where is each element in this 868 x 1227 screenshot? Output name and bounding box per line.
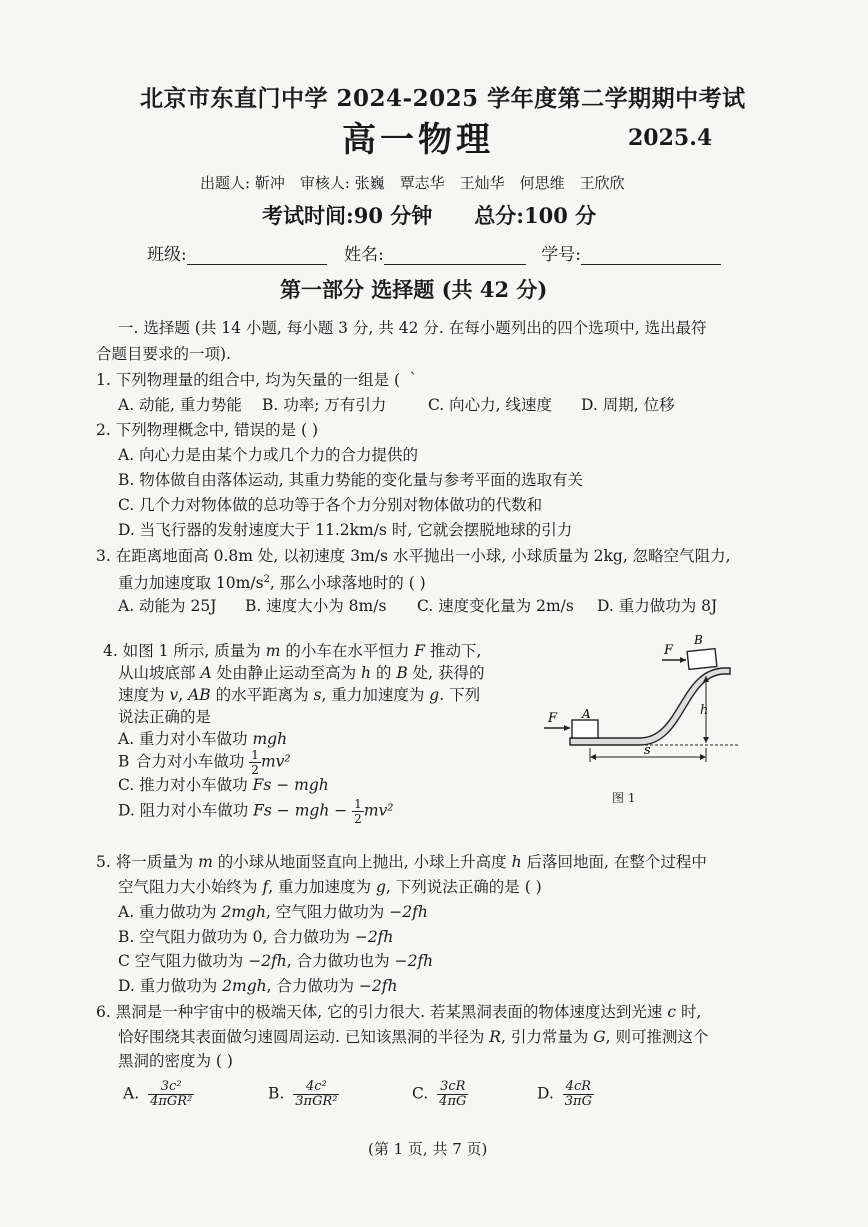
- q4-b-frac: [249, 748, 261, 777]
- q6-var-R: R: [489, 1028, 501, 1046]
- q5-var-g: g: [375, 878, 386, 896]
- figure-1-caption: 图 1: [612, 791, 636, 805]
- q5-a-expr: −2fh: [389, 903, 428, 921]
- q4-a-text: A. 重力对小车做功: [118, 730, 253, 748]
- section-title: 第一部分 选择题 (共 42 分): [280, 277, 548, 302]
- q4-text: 从山坡底部: [118, 664, 201, 682]
- q6-option-a: [123, 1080, 194, 1109]
- frac-den: 2: [354, 812, 362, 826]
- q5-d-expr: 2mgh: [222, 977, 267, 995]
- q4-d-tail: mv²: [363, 801, 394, 820]
- q5-line-1: [96, 852, 707, 872]
- q1-option-c: C. 向心力, 线速度: [428, 396, 553, 414]
- q3-option-b: B. 速度大小为 8m/s: [245, 597, 387, 615]
- name-label: 姓名:: [344, 245, 384, 265]
- q6-d-label: D.: [537, 1084, 554, 1103]
- q5-text: 的小球从地面竖直向上抛出, 小球上升高度: [212, 853, 512, 871]
- q6-line-2: [118, 1027, 709, 1047]
- q5-a-text: , 空气阻力做功为: [265, 903, 390, 921]
- staff-line: 出题人: 靳冲 审核人: 张巍 覃志华 王灿华 何思维 王欣欣: [200, 174, 625, 192]
- q5-var-f: f: [262, 878, 269, 896]
- q4-a-expr: mgh: [252, 730, 288, 748]
- q4-line-1: [103, 641, 481, 661]
- q6-text: , 引力常量为: [500, 1028, 594, 1046]
- q5-option-a: [118, 902, 428, 922]
- q6-option-c: [412, 1080, 468, 1109]
- q4-option-d: [118, 797, 393, 826]
- q5-text: 5. 将一质量为: [96, 853, 199, 871]
- q5-b-expr: −2fh: [354, 928, 394, 946]
- subject-title: 高一物理: [342, 120, 494, 160]
- q2-option-d: D. 当飞行器的发射速度大于 11.2km/s 时, 它就会摆脱地球的引力: [118, 521, 573, 539]
- page-footer: (第 1 页, 共 7 页): [368, 1140, 488, 1158]
- height-arrowhead-bottom: [703, 737, 709, 743]
- q4-option-b: [118, 748, 291, 777]
- q3-line-2-pre: 重力加速度取 10m/s: [118, 574, 264, 593]
- label-F-at-A: F: [548, 711, 558, 726]
- q5-text: 空气阻力大小始终为: [118, 878, 263, 896]
- q4-var-s: s: [313, 686, 322, 704]
- force-arrowhead-B: [680, 657, 686, 663]
- q3-line-2-sup: 2: [263, 574, 270, 585]
- q4-var-v: v: [169, 686, 179, 704]
- id-label: 学号:: [541, 245, 582, 265]
- q1-option-d: D. 周期, 位移: [581, 396, 675, 414]
- name-field[interactable]: [384, 246, 526, 265]
- label-A: A: [582, 707, 591, 721]
- q4-text: 处由静止运动至高为: [211, 664, 361, 682]
- q6-b-frac: [293, 1080, 339, 1109]
- q4-d-frac: [352, 797, 364, 826]
- q4-line-2: [118, 663, 485, 683]
- q6-b-label: B.: [268, 1084, 285, 1103]
- q2-option-a: A. 向心力是由某个力或几个力的合力提供的: [118, 446, 419, 464]
- q5-a-text: A. 重力做功为: [118, 903, 222, 921]
- frac-num: 1: [354, 797, 362, 811]
- class-field[interactable]: [187, 246, 327, 265]
- frac-den: 3πGR²: [295, 1094, 338, 1109]
- q4-var-h: h: [361, 664, 371, 682]
- instruction-line-2: 合题目要求的一项).: [96, 345, 231, 363]
- q4-text: 推动下,: [425, 642, 482, 660]
- q3-option-c: C. 速度变化量为 2m/s: [417, 597, 574, 615]
- q6-a-frac: [148, 1080, 194, 1109]
- figure-1-diagram: [530, 630, 760, 800]
- q3-line-2: [118, 570, 426, 593]
- q5-line-2: [118, 877, 542, 897]
- q4-option-c: [118, 775, 329, 795]
- frac-num: 1: [251, 748, 259, 762]
- q5-option-b: [118, 927, 393, 947]
- q5-a-expr: 2mgh: [221, 903, 266, 921]
- q6-text: 时,: [676, 1003, 702, 1021]
- q4-b-text: B 合力对小车做功: [118, 752, 250, 771]
- q4-line-3: [118, 685, 480, 705]
- q6-text: , 则可推测这个: [605, 1028, 709, 1046]
- q4-var-m: m: [265, 642, 281, 660]
- block-B: [687, 649, 717, 670]
- q6-line-1: [96, 1002, 701, 1022]
- q4-text: 处, 获得的: [407, 664, 485, 682]
- class-label: 班级:: [147, 245, 187, 265]
- frac-num: 3cR: [437, 1080, 468, 1095]
- q3-line-1: 3. 在距离地面高 0.8m 处, 以初速度 3m/s 水平抛出一小球, 小球质量为 2kg, 忽略空气阻力,: [96, 547, 731, 565]
- q6-var-c: c: [667, 1003, 677, 1021]
- q5-d-text: D. 重力做功为: [118, 977, 223, 995]
- q6-a-label: A.: [123, 1084, 140, 1103]
- q2-option-b: B. 物体做自由落体运动, 其重力势能的变化量与参考平面的选取有关: [118, 471, 584, 489]
- exam-date: 2025.4: [628, 125, 713, 151]
- q5-c-text: C 空气阻力做功为: [118, 952, 249, 970]
- exam-title: 北京市东直门中学 2024-2025 学年度第二学期期中考试: [140, 85, 746, 112]
- q4-c-expr: Fs − mgh: [252, 776, 329, 794]
- q4-text: 4. 如图 1 所示, 质量为: [103, 642, 266, 660]
- frac-num: 4cR: [563, 1080, 594, 1095]
- time-score-line: 考试时间:90 分钟 总分:100 分: [262, 203, 597, 228]
- q3-option-a: A. 动能为 25J: [118, 597, 217, 615]
- label-B: B: [694, 633, 703, 647]
- q5-text: 后落回地面, 在整个过程中: [521, 853, 707, 871]
- frac-num: 4c²: [293, 1080, 339, 1095]
- q5-text: , 下列说法正确的是 ( ): [385, 878, 542, 896]
- q4-var-A: A: [200, 664, 212, 682]
- q4-text: 速度为: [118, 686, 170, 704]
- label-F-at-B: F: [664, 643, 674, 658]
- q4-text: ,: [178, 686, 189, 704]
- q4-text: , 重力加速度为: [321, 686, 430, 704]
- q6-option-b: [268, 1080, 339, 1109]
- q6-text: 6. 黑洞是一种宇宙中的极端天体, 它的引力很大. 若某黑洞表面的物体速度达到光速: [96, 1003, 668, 1021]
- q2-option-c: C. 几个力对物体做的总功等于各个力分别对物体做功的代数和: [118, 496, 543, 514]
- id-field[interactable]: [581, 246, 721, 265]
- q5-var-m: m: [198, 853, 213, 871]
- q4-option-a: [118, 729, 287, 749]
- q5-b-text: B. 空气阻力做功为 0, 合力做功为: [118, 928, 355, 946]
- q1-option-b: B. 功率; 万有引力: [262, 396, 387, 414]
- instruction-line-1: 一. 选择题 (共 14 小题, 每小题 3 分, 共 42 分. 在每小题列出的四个选项中, 选出最符: [118, 319, 707, 337]
- q4-d-expr: Fs − mgh −: [253, 801, 353, 820]
- q3-line-2-post: , 那么小球落地时的 ( ): [269, 574, 426, 593]
- q5-c-expr: −2fh: [394, 952, 434, 970]
- q1-option-a: A. 动能, 重力势能: [118, 396, 242, 414]
- q4-line-4: 说法正确的是: [118, 708, 212, 726]
- q4-text: 的: [370, 664, 397, 682]
- q5-text: , 重力加速度为: [268, 878, 376, 896]
- q4-text: . 下列: [439, 686, 481, 704]
- frac-den: 4πGR²: [150, 1094, 193, 1109]
- q4-var-g: g: [429, 686, 440, 704]
- q5-var-h: h: [511, 853, 522, 871]
- student-info-row: [147, 240, 721, 265]
- q4-b-expr: mv²: [260, 752, 291, 771]
- q5-c-text: , 合力做功也为: [286, 952, 395, 970]
- q5-option-c: [118, 951, 433, 971]
- q4-var-AB: AB: [188, 686, 211, 704]
- q1-stem: 1. 下列物理量的组合中, 均为矢量的一组是 ( ｀: [96, 371, 421, 389]
- label-s: s: [644, 743, 651, 758]
- frac-den: 4πG: [439, 1094, 467, 1109]
- q4-text: 的水平距离为: [210, 686, 314, 704]
- q6-text: 恰好围绕其表面做匀速圆周运动. 已知该黑洞的半径为: [118, 1028, 490, 1046]
- q6-option-d: [537, 1080, 594, 1109]
- frac-num: 3c²: [148, 1080, 194, 1095]
- q6-line-3: 黑洞的密度为 ( ): [118, 1052, 233, 1070]
- q6-c-label: C.: [412, 1084, 429, 1103]
- q3-option-d: D. 重力做功为 8J: [597, 597, 718, 615]
- q5-option-d: [118, 976, 398, 996]
- frac-den: 2: [251, 763, 259, 777]
- q5-d-text: , 合力做功为: [266, 977, 359, 995]
- q6-d-frac: [563, 1080, 594, 1109]
- q4-c-text: C. 推力对小车做功: [118, 776, 253, 794]
- q2-stem: 2. 下列物理概念中, 错误的是 ( ): [96, 421, 319, 439]
- force-arrowhead-A: [564, 725, 570, 731]
- q4-var-B: B: [396, 664, 408, 682]
- label-h: h: [700, 703, 709, 718]
- q4-d-text: D. 阻力对小车做功: [118, 801, 254, 820]
- q4-text: 的小车在水平恒力: [280, 642, 415, 660]
- q5-d-expr: −2fh: [358, 977, 398, 995]
- s-arrowhead-left: [590, 754, 596, 760]
- frac-den: 3πG: [564, 1094, 592, 1109]
- s-arrowhead-right: [700, 754, 706, 760]
- q4-var-F: F: [414, 642, 426, 660]
- q6-c-frac: [437, 1080, 468, 1109]
- q5-c-expr: −2fh: [248, 952, 287, 970]
- block-A: [572, 720, 598, 738]
- q6-var-G: G: [593, 1028, 606, 1046]
